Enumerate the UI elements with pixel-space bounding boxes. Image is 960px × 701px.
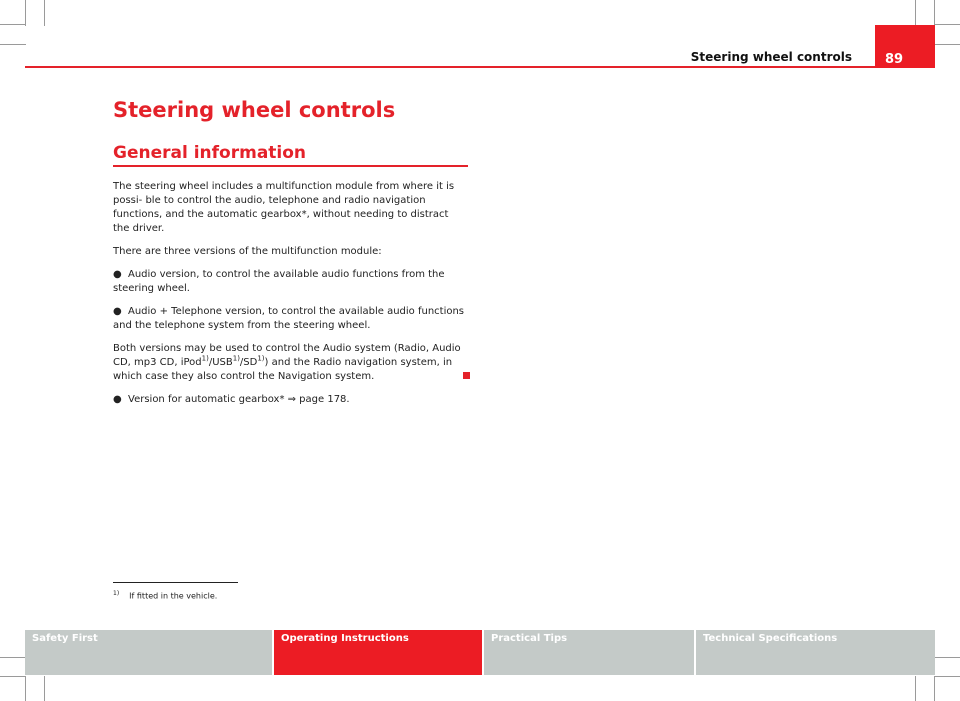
- section-heading-rule: [113, 165, 468, 167]
- list-item: [113, 268, 468, 296]
- footnote-ref: 1): [232, 354, 240, 363]
- footnote-ref: 1): [257, 354, 265, 363]
- footnote: [113, 590, 217, 601]
- crop-mark: [44, 676, 45, 701]
- crop-mark: [934, 0, 935, 26]
- footnote-rule: [113, 582, 238, 583]
- tab-practical-tips[interactable]: Practical Tips: [482, 630, 694, 675]
- bullet-icon: ●: [113, 394, 122, 405]
- tab-operating-instructions[interactable]: Operating Instructions: [272, 630, 482, 675]
- crop-mark: [934, 44, 960, 45]
- crop-mark: [934, 676, 935, 701]
- versions-intro: There are three versions of the multifunction module:: [113, 246, 382, 257]
- list-item: [113, 393, 468, 407]
- footnote-marker: 1): [113, 590, 120, 597]
- crop-mark: [25, 676, 26, 701]
- both-versions-paragraph: Both versions may be used to control the Audio system (Radio, Audio CD, mp3 CD, iPod$^{1)}$/USB$^{1)}$/SD$^{1)}$) and the Radio navigation system, in which case they also control the Navigation system.: [113, 343, 461, 382]
- list-item: [113, 305, 468, 333]
- bullet-icon: ●: [113, 306, 122, 317]
- section-end-square-icon: [463, 372, 470, 379]
- footnote-ref: 1): [201, 354, 209, 363]
- section-heading: General information: [113, 143, 307, 163]
- intro-paragraph: The steering wheel includes a multifunction module from where it is possi- ble to control the audio, telephone and radio navigation functions, and the automatic gearbox*, without needing to distract the driver.: [113, 181, 455, 234]
- crop-mark: [934, 676, 960, 677]
- bullet-text-telephone: Audio + Telephone version, to control the available audio functions and the telephone system from the steering wheel.: [113, 306, 465, 331]
- tab-technical-specifications[interactable]: Technical Specifications: [694, 630, 935, 675]
- bullet-icon: ●: [113, 269, 122, 280]
- header-rule: [25, 66, 935, 68]
- crop-mark: [44, 0, 45, 26]
- page-reference-link[interactable]: Version for automatic gearbox* ⇒ page 178.: [128, 394, 350, 405]
- page-number: 89: [875, 25, 935, 68]
- crop-mark: [934, 24, 960, 25]
- chapter-title: Steering wheel controls: [113, 98, 396, 122]
- footer-tabs: [25, 630, 935, 675]
- crop-mark: [0, 24, 26, 25]
- crop-mark: [0, 657, 26, 658]
- crop-mark: [25, 0, 26, 26]
- header-section-title: Steering wheel controls: [690, 50, 852, 64]
- tab-safety-first[interactable]: Safety First: [25, 630, 272, 675]
- crop-mark: [0, 676, 26, 677]
- body-text: [113, 180, 468, 416]
- crop-mark: [915, 0, 916, 26]
- crop-mark: [934, 657, 960, 658]
- crop-mark: [915, 676, 916, 701]
- bullet-text-audio: Audio version, to control the available audio functions from the steering wheel.: [113, 269, 445, 294]
- footnote-text: If fitted in the vehicle.: [129, 591, 218, 601]
- crop-mark: [0, 44, 26, 45]
